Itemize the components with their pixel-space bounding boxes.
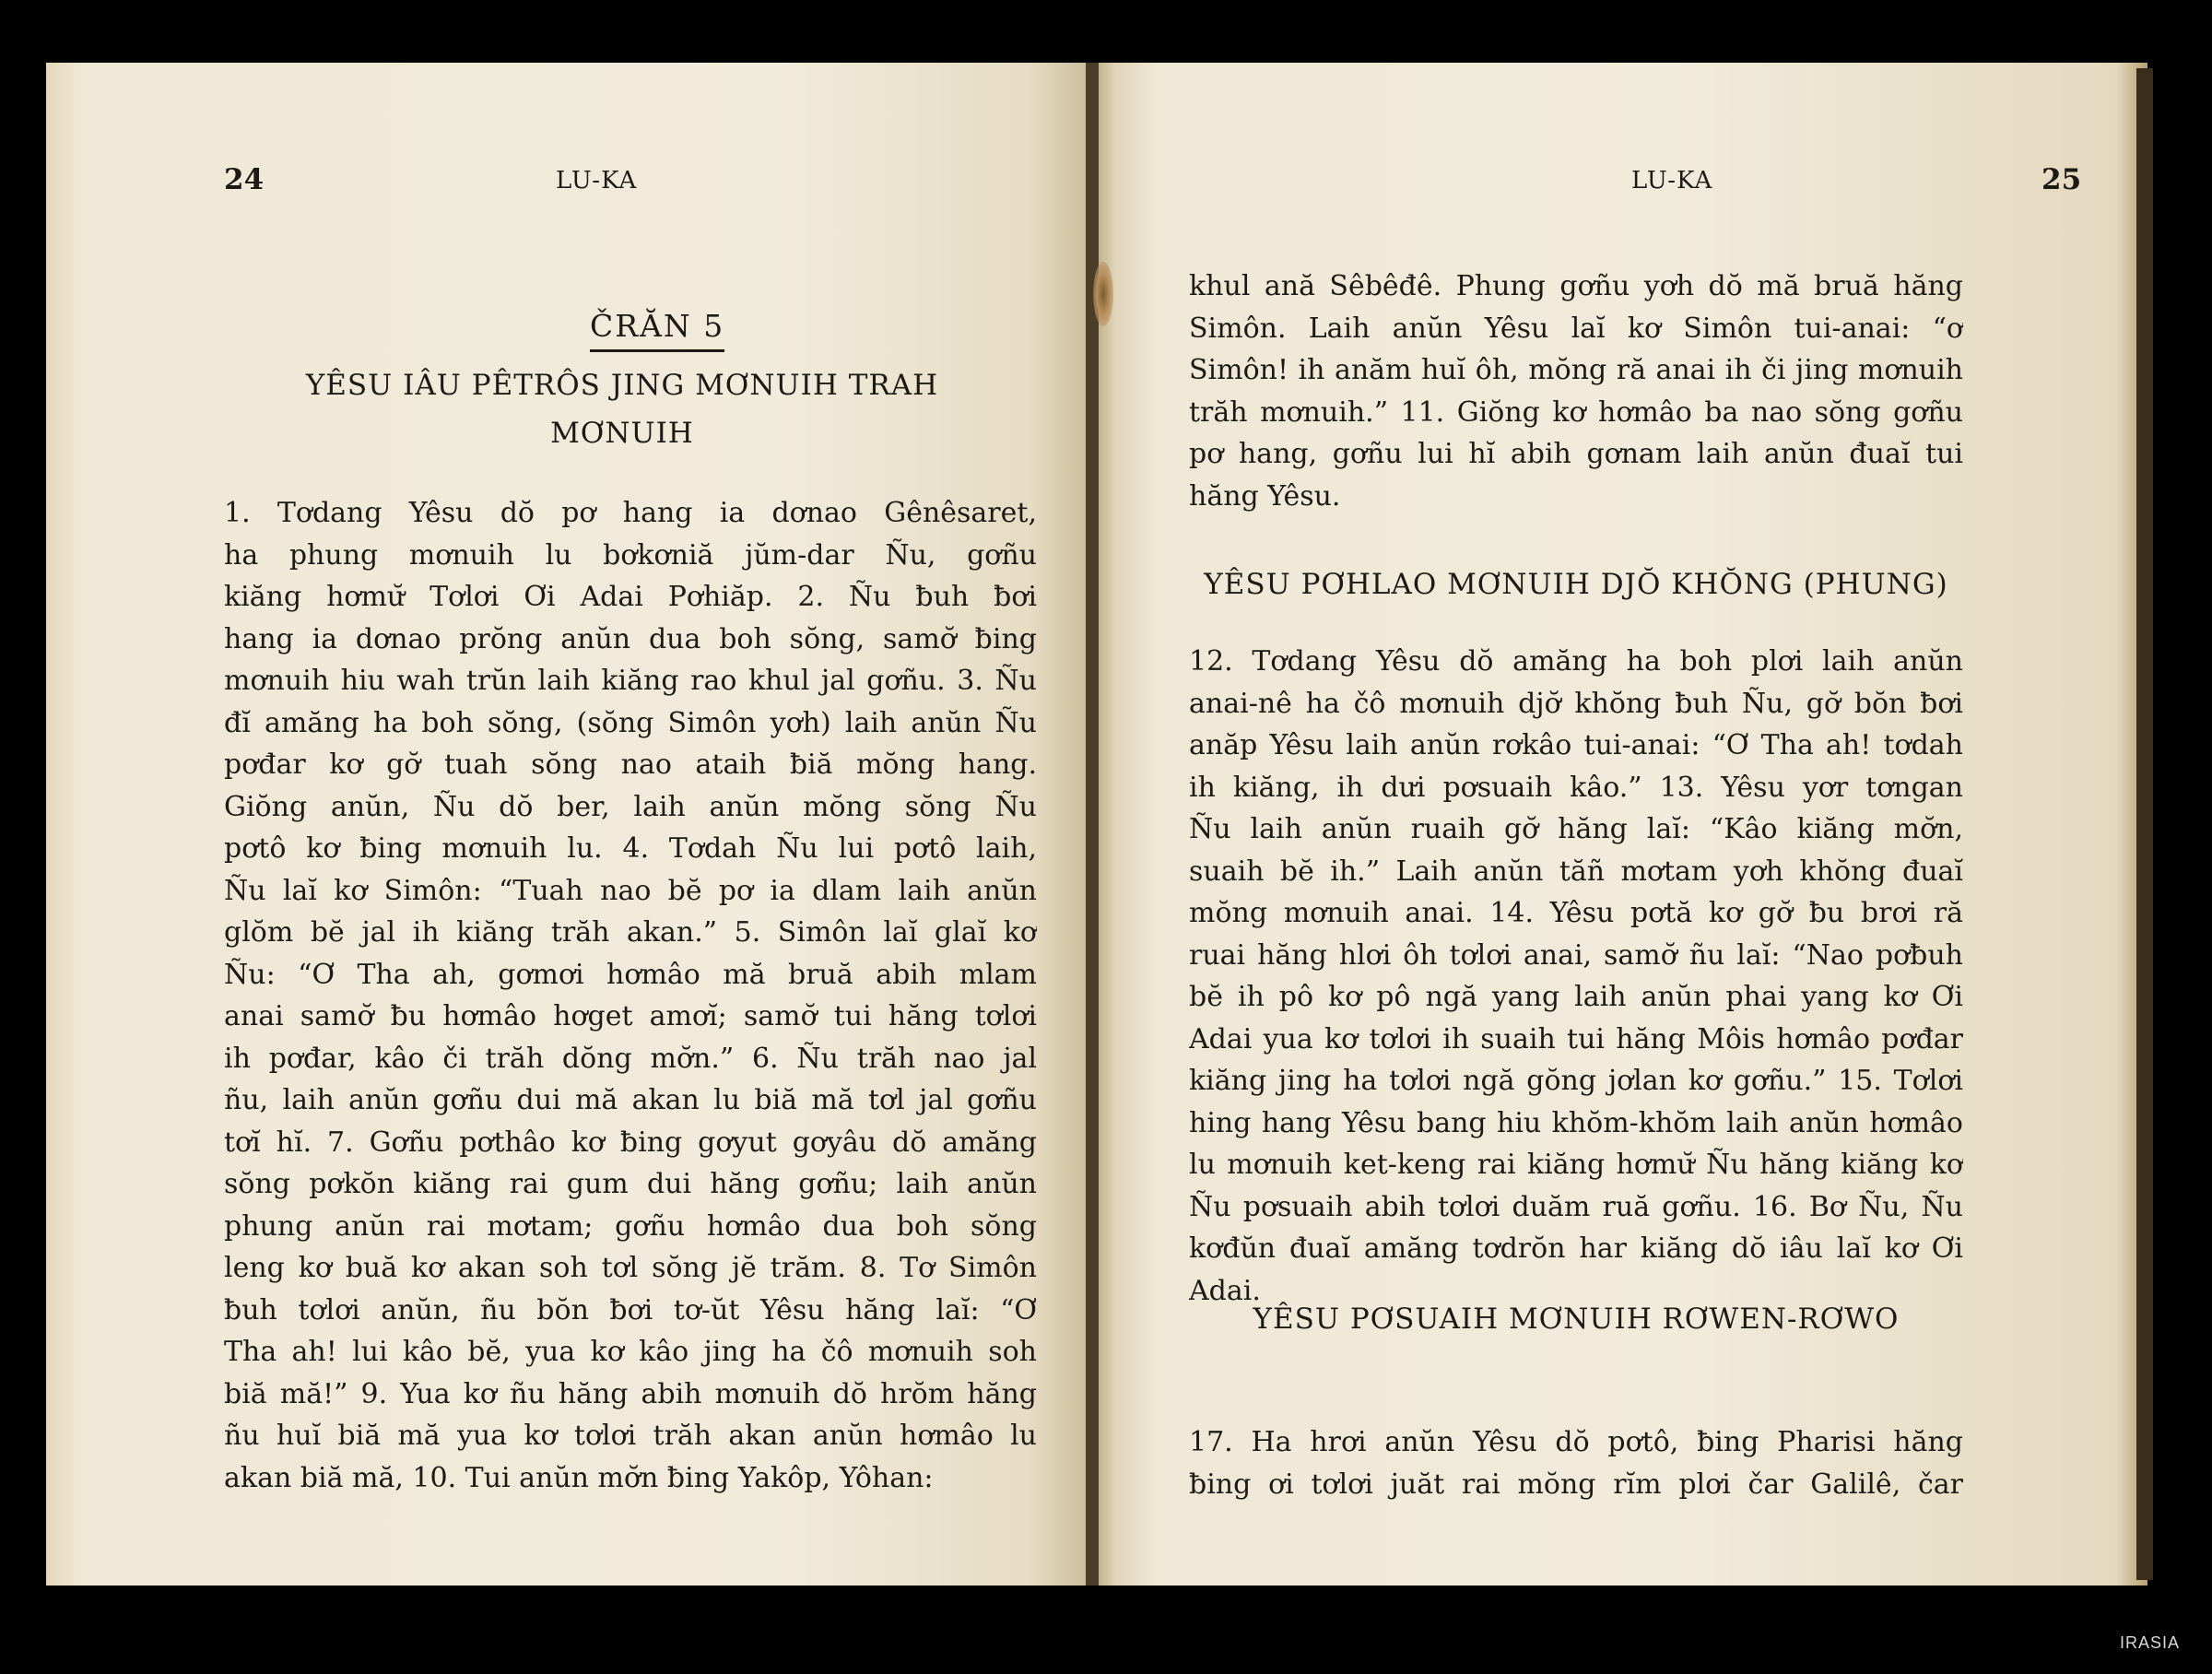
- section-heading-paralytic: YÊSU PƠSUAIH MƠNUIH RƠWEN-RƠWO: [1253, 1303, 1900, 1336]
- text-line: 12. Tơdang Yêsu dŏ amăng ha boh plơi laih anŭn: [1189, 645, 1963, 678]
- text-line: hăng Yêsu.: [1189, 479, 1341, 513]
- text-line: ƀing ơi tơlơi juăt rai mŏng rĭm plơi čar Galilê, čar: [1189, 1468, 1963, 1501]
- text-line: hing hang Yêsu bang hiu khŏm-khŏm laih anŭn hơmâo: [1189, 1106, 1963, 1139]
- watermark-credit: IRASIA: [2120, 1633, 2181, 1652]
- text-line: ñu huĭ biă mă yua kơ tơlơi trăh akan anŭn hơmâo lu: [224, 1420, 1037, 1452]
- open-book: [46, 63, 2147, 1586]
- text-line: ruai hăng hlơi ôh tơlơi anai, samơ̆ ñu laĭ: “Nao pơƀuh: [1189, 938, 1963, 972]
- section-heading-1-line-2: MƠNUIH: [550, 417, 694, 450]
- text-line: pơđar kơ gơ̆ tuah sŏng nao ataih ƀiă mŏng hang.: [224, 749, 1037, 781]
- text-line: ha phung mơnuih lu bơkơniă jŭm-dar Ñu, gơñu: [224, 538, 1037, 572]
- left-body-text: [224, 492, 1037, 1499]
- text-line: pơ hang, gơñu lui hĭ abih gơnam laih anŭn đuaĭ tui: [1189, 438, 1963, 470]
- text-line: 1. Tơdang Yêsu dŏ pơ hang ia dơnao Gênêsaret,: [224, 497, 1037, 529]
- text-line: kiăng jing ha tơlơi ngă gŏng jơlan kơ gơñu.” 15. Tơlơi: [1189, 1065, 1963, 1097]
- text-line: mŏng mơnuih anai. 14. Yêsu pơtă kơ gơ̆ ƀu brơi ră: [1189, 897, 1963, 929]
- text-line: trăh mơnuih.” 11. Giŏng kơ hơmâo ba nao sŏng gơñu: [1189, 395, 1963, 429]
- text-line: tơĭ hĭ. 7. Gơñu pơthâo kơ ƀing gơyut gơyâu dŏ amăng: [224, 1126, 1037, 1159]
- text-line: ih pơđar, kâo či trăh dŏng mơ̆n.” 6. Ñu trăh nao jal: [224, 1042, 1037, 1075]
- text-line: mơnuih hiu wah trŭn laih kiăng rao khul jal gơñu. 3. Ñu: [224, 665, 1037, 697]
- text-line: phung anŭn rai mơtam; gơñu hơmâo dua boh sŏng: [224, 1209, 1037, 1243]
- text-line: anăp Yêsu laih anŭn rơkâo tui-anai: “Ơ Tha ah! tơdah: [1189, 729, 1963, 761]
- text-line: ñu, laih anŭn gơñu dui mă akan lu biă mă tơl jal gơñu: [224, 1084, 1037, 1116]
- text-line: sŏng pơkŏn kiăng rai gum dui hăng gơñu; laih anŭn: [224, 1168, 1037, 1200]
- text-line: lu mơnuih ket-keng rai kiăng hơmư̆ Ñu hăng kiăng kơ: [1189, 1149, 1963, 1181]
- section-heading-1: [203, 361, 1041, 457]
- left-page: [46, 63, 1092, 1586]
- running-head-left: LU-KA: [556, 167, 638, 195]
- text-line: pơtô kơ ƀing mơnuih lu. 4. Tơdah Ñu lui pơtô laih,: [224, 832, 1037, 865]
- text-line: Ñu pơsuaih abih tơlơi duăm ruă gơñu. 16. Bơ Ñu, Ñu: [1189, 1190, 1963, 1223]
- text-line: Simôn. Laih anŭn Yêsu laĭ kơ Simôn tui-anai: “ơ: [1189, 312, 1963, 345]
- text-line: bĕ ih pô kơ pô ngă yang laih anŭn phai yang kơ Ơi: [1189, 981, 1963, 1013]
- text-line: đĭ amăng ha boh sŏng, (sŏng Simôn yơh) laih anŭn Ñu: [224, 706, 1037, 739]
- text-line: Adai.: [1189, 1274, 1261, 1307]
- running-head-right: LU-KA: [1631, 167, 1713, 195]
- text-line: anai-nê ha čô mơnuih djơ̆ khŏng ƀuh Ñu, gơ̆ bŏn ƀơi: [1189, 687, 1963, 720]
- text-line: kiăng hơmư̆ Tơlơi Ơi Adai Pơhiăp. 2. Ñu ƀuh ƀơi: [224, 581, 1037, 613]
- text-line: hang ia dơnao prŏng anŭn dua boh sŏng, samơ̆ ƀing: [224, 622, 1037, 655]
- text-line: anai samơ̆ ƀu hơmâo hơget amơĭ; samơ̆ tui hăng tơlơi: [224, 1000, 1037, 1032]
- text-line: Ñu: “Ơ Tha ah, gơmơi hơmâo mă bruă abih mlam: [224, 958, 1037, 991]
- text-line: 17. Ha hrơi anŭn Yêsu dŏ pơtô, ƀing Pharisi hăng: [1189, 1426, 1963, 1458]
- text-line: ƀuh tơlơi anŭn, ñu bŏn ƀơi tơ-ŭt Yêsu hăng laĭ: “Ơ: [224, 1293, 1037, 1326]
- right-body-text-bottom: [1189, 1421, 1963, 1505]
- text-line: Adai yua kơ tơlơi ih suaih tui hăng Môis hơmâo pơđar: [1189, 1022, 1963, 1055]
- text-line: Tha ah! lui kâo bĕ, yua kơ kâo jing ha čô mơnuih soh: [224, 1336, 1037, 1368]
- text-line: glŏm bĕ jal ih kiăng trăh akan.” 5. Simôn laĭ glaĭ kơ: [224, 916, 1037, 949]
- right-body-text-middle: [1189, 641, 1963, 1312]
- right-body-text-top: [1189, 265, 1963, 517]
- text-line: khul ană Sêbêđê. Phung gơñu yơh dŏ mă bruă hăng: [1189, 270, 1963, 302]
- right-page: [1092, 63, 2147, 1586]
- text-line: akan biă mă, 10. Tui anŭn mơ̆n ƀing Yakôp, Yôhan:: [224, 1461, 934, 1494]
- text-line: biă mă!” 9. Yua kơ ñu hăng abih mơnuih dŏ hrŏm hăng: [224, 1377, 1037, 1410]
- page-number-right: 25: [2041, 163, 2082, 196]
- page-number-left: 24: [224, 163, 265, 196]
- text-line: Ñu laih anŭn ruaih gơ̆ hăng laĭ: “Kâo kiăng mơ̆n,: [1189, 813, 1963, 845]
- text-line: Giŏng anŭn, Ñu dŏ ber, laih anŭn mŏng sŏng Ñu: [224, 790, 1037, 823]
- page-block-edge: [2136, 68, 2153, 1580]
- text-line: suaih bĕ ih.” Laih anŭn tăñ mơtam yơh khŏng đuaĭ: [1189, 855, 1963, 888]
- text-line: Ñu laĭ kơ Simôn: “Tuah nao bĕ pơ ia dlam laih anŭn: [224, 874, 1037, 907]
- page-stain: [1093, 262, 1113, 326]
- chapter-heading: ČRĂN 5: [590, 308, 724, 352]
- text-line: ih kiăng, ih dưi pơsuaih kâo.” 13. Yêsu yơr tơngan: [1189, 771, 1963, 804]
- text-line: kơđŭn đuaĭ amăng tơdrŏn har kiăng dŏ iâu laĭ kơ Ơi: [1189, 1232, 1963, 1265]
- section-heading-leper: YÊSU PƠHLAO MƠNUIH DJŎ KHŎNG (PHUNG): [1204, 568, 1948, 601]
- section-heading-1-line-1: YÊSU IÂU PÊTRÔS JING MƠNUIH TRAH: [305, 369, 939, 402]
- text-line: Simôn! ih anăm huĭ ôh, mŏng ră anai ih či jing mơnuih: [1189, 354, 1963, 386]
- text-line: leng kơ buă kơ akan soh tơl sŏng jĕ trăm. 8. Tơ Simôn: [224, 1252, 1037, 1284]
